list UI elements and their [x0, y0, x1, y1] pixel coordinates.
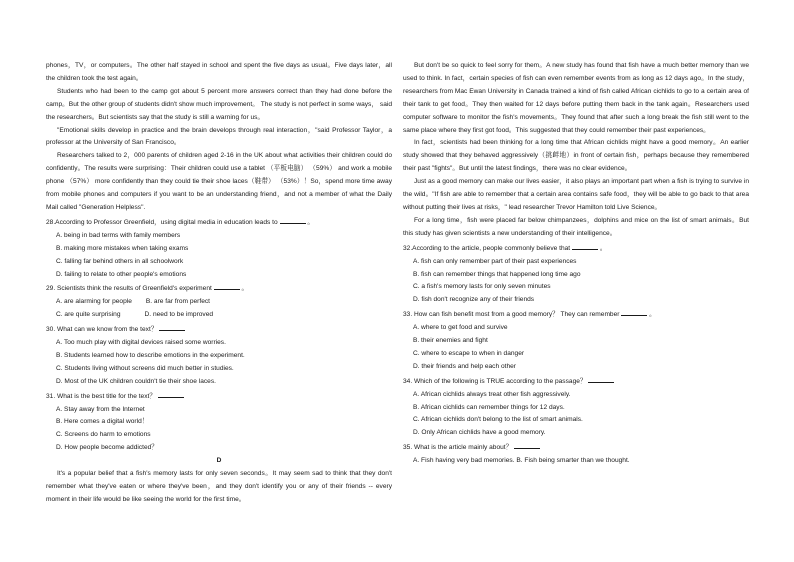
option: C. are quite surprising: [56, 311, 121, 319]
right-column: [403, 60, 749, 468]
option: C. falling far behind others in all schoolwork: [56, 257, 184, 265]
passage-c-paragraph-3: "Emotional skills develop in practice and the brain develops through real interaction，"said Professor Taylor，a professor at the University of San Francisco。: [46, 126, 392, 147]
question-29: 29. Scientists think the results of Greenfield's experiment 。: [46, 281, 392, 296]
option: B. making more mistakes when taking exams: [56, 244, 189, 252]
option: A. fish can only remember part of their past experiences: [413, 257, 577, 265]
option: C. African cichlids don't belong to the list of smart animals.: [413, 416, 583, 424]
option: B. Here comes a digital world！: [56, 418, 149, 426]
option: C. Students living without screens did much better in studies.: [56, 364, 234, 372]
answer-blank: [280, 215, 306, 224]
question-34-stem: 34. Which of the following is TRUE according to the passage？: [403, 377, 587, 385]
option-row: [46, 296, 392, 309]
passage-c-paragraph-1: phones，TV，or computers。The other half stayed in school and spent the five days as usual。Five days later，all the children took the test again。: [46, 62, 392, 82]
option: D. failing to relate to other people's emotions: [56, 270, 187, 278]
option: D. How people become addicted？: [56, 444, 158, 452]
option: B. fish can remember things that happened long time ago: [413, 270, 581, 278]
left-column: [46, 60, 392, 507]
question-35: [403, 440, 749, 455]
option: B. Fish being smarter than we thought.: [516, 457, 630, 465]
option: D. fish don't recognize any of their friends: [413, 296, 535, 304]
question-33-stem: 33. How can fish benefit most from a good memory？ They can remember: [403, 311, 620, 319]
question-33: 33. How can fish benefit most from a good memory？ They can remember 。: [403, 307, 749, 322]
question-31: [46, 389, 392, 404]
passage-d-paragraph-5: For a long time，fish were placed far below chimpanzees，dolphins and mice on the list of smart animals。But this study has given scientists a new understanding of their intelligence。: [403, 216, 749, 237]
option: B. their enemies and fight: [413, 337, 488, 345]
answer-blank: [621, 307, 647, 316]
option: C. where to escape to when in danger: [413, 349, 525, 357]
option: D. need to be improved: [144, 311, 214, 319]
option: A. where to get food and survive: [413, 324, 508, 332]
question-30: [46, 322, 392, 337]
question-28-stem: 28.According to Professor Greenfield，using digital media in education leads to: [46, 218, 278, 226]
question-35-stem: 35. What is the article mainly about？: [403, 444, 513, 452]
option: D. Only African cichlids have a good memory.: [413, 429, 546, 437]
question-34: [403, 374, 749, 389]
option-row: [403, 455, 749, 468]
passage-c-paragraph-2: Students who had been to the camp got about 5 percent more answers correct than they had done before the camp。But the other group of students didn't show much improvement。 The study is not perfect in some ways， said the researchers。But scientists say that the study is still a warning for us。: [46, 87, 392, 121]
answer-blank: [572, 241, 598, 250]
option: D. their friends and help each other: [413, 362, 516, 370]
option: B. are far from perfect: [145, 298, 211, 306]
option: C. Screens do harm to emotions: [56, 431, 151, 439]
question-30-stem: 30. What can we know from the text？: [46, 326, 158, 334]
option-row: [46, 309, 392, 322]
answer-blank: [514, 440, 540, 449]
option: A. being in bad terms with family members: [56, 231, 181, 239]
answer-blank: [158, 389, 184, 398]
passage-d-paragraph-3: In fact，scientists had been thinking for a long time that African cichlids might have a good memory。An earlier study showed that they behaved aggressively（挑衅地）in front of certain fish，perhaps because they remembered their past "fights"。But until the latest findings，there was no clear evidence。: [403, 139, 749, 173]
passage-d-paragraph-2: But don't be so quick to feel sorry for them。A new study has found that fish have a much better memory than we used to think. In fact，certain species of fish can even remember events from as long as 12 days ago。In the study，researchers from Mac Ewan University in Canada trained a kind of fish called African cichlids to go to a certain area of their tank to get food。They then waited for 12 days before putting them back in the tank again。Researchers used computer software to monitor the fish's movements。They found that after such a long break the fish still went to the same place where they first got food。This suggested that they could remember their past experiences。: [403, 62, 749, 134]
question-29-stem: 29. Scientists think the results of Greenfield's experiment: [46, 285, 212, 293]
option: A. are alarming for people: [56, 298, 132, 306]
option: C. a fish's memory lasts for only seven minutes: [413, 283, 551, 291]
passage-d-paragraph-1: It's a popular belief that a fish's memory lasts for only seven seconds。It may seem sad to think that they don't remember what they've eaten or where they've been，and they don't identify you or any of their friends -- every moment in their life would be like seeing the world for the first time。: [46, 470, 392, 503]
option: B. African cichlids can remember things for 12 days.: [413, 403, 565, 411]
answer-blank: [159, 322, 185, 331]
option: A. Stay away from the Internet: [56, 405, 145, 413]
passage-c-paragraph-4: Researchers talked to 2，000 parents of children aged 2-16 in the UK about what activities their children could do confidently。The results were surprising：Their children could use a tablet （平板电脑） （59%） and work a mobile phone （57%） more confidently than they could tie their shoe laces（鞋带） （53%）！So，spend more time away from mobile phones and computers if you want to be an understanding friend，and not a member of what the Daily Mail called "Generation Helpless".: [46, 152, 392, 211]
answer-blank: [588, 374, 614, 383]
passage-d-paragraph-4: Just as a good memory can make our lives easier，it also plays an important part when a fish is trying to survive in the wild。"If fish are able to remember that a certain area contains safe food，they will be able to go back to that area without putting their lives at risks，" lead researcher Trevor Hamilton told Live Science。: [403, 178, 749, 211]
option: A. Too much play with digital devices raised some worries.: [56, 339, 226, 347]
question-31-stem: 31. What is the best title for the text？: [46, 392, 156, 400]
option: B. Students learned how to describe emotions in the experiment.: [56, 351, 245, 359]
section-heading-d: D: [216, 457, 222, 465]
option: A. African cichlids always treat other fish aggressively.: [413, 390, 571, 398]
answer-blank: [214, 281, 240, 290]
option: D. Most of the UK children couldn't tie their shoe laces.: [56, 377, 216, 385]
question-32: 32.According to the article, people commonly believe that 。: [403, 241, 749, 256]
question-28: 28.According to Professor Greenfield，using digital media in education leads to 。: [46, 215, 392, 230]
option: A. Fish having very bad memories.: [413, 457, 515, 465]
question-32-stem: 32.According to the article, people commonly believe that: [403, 244, 571, 252]
